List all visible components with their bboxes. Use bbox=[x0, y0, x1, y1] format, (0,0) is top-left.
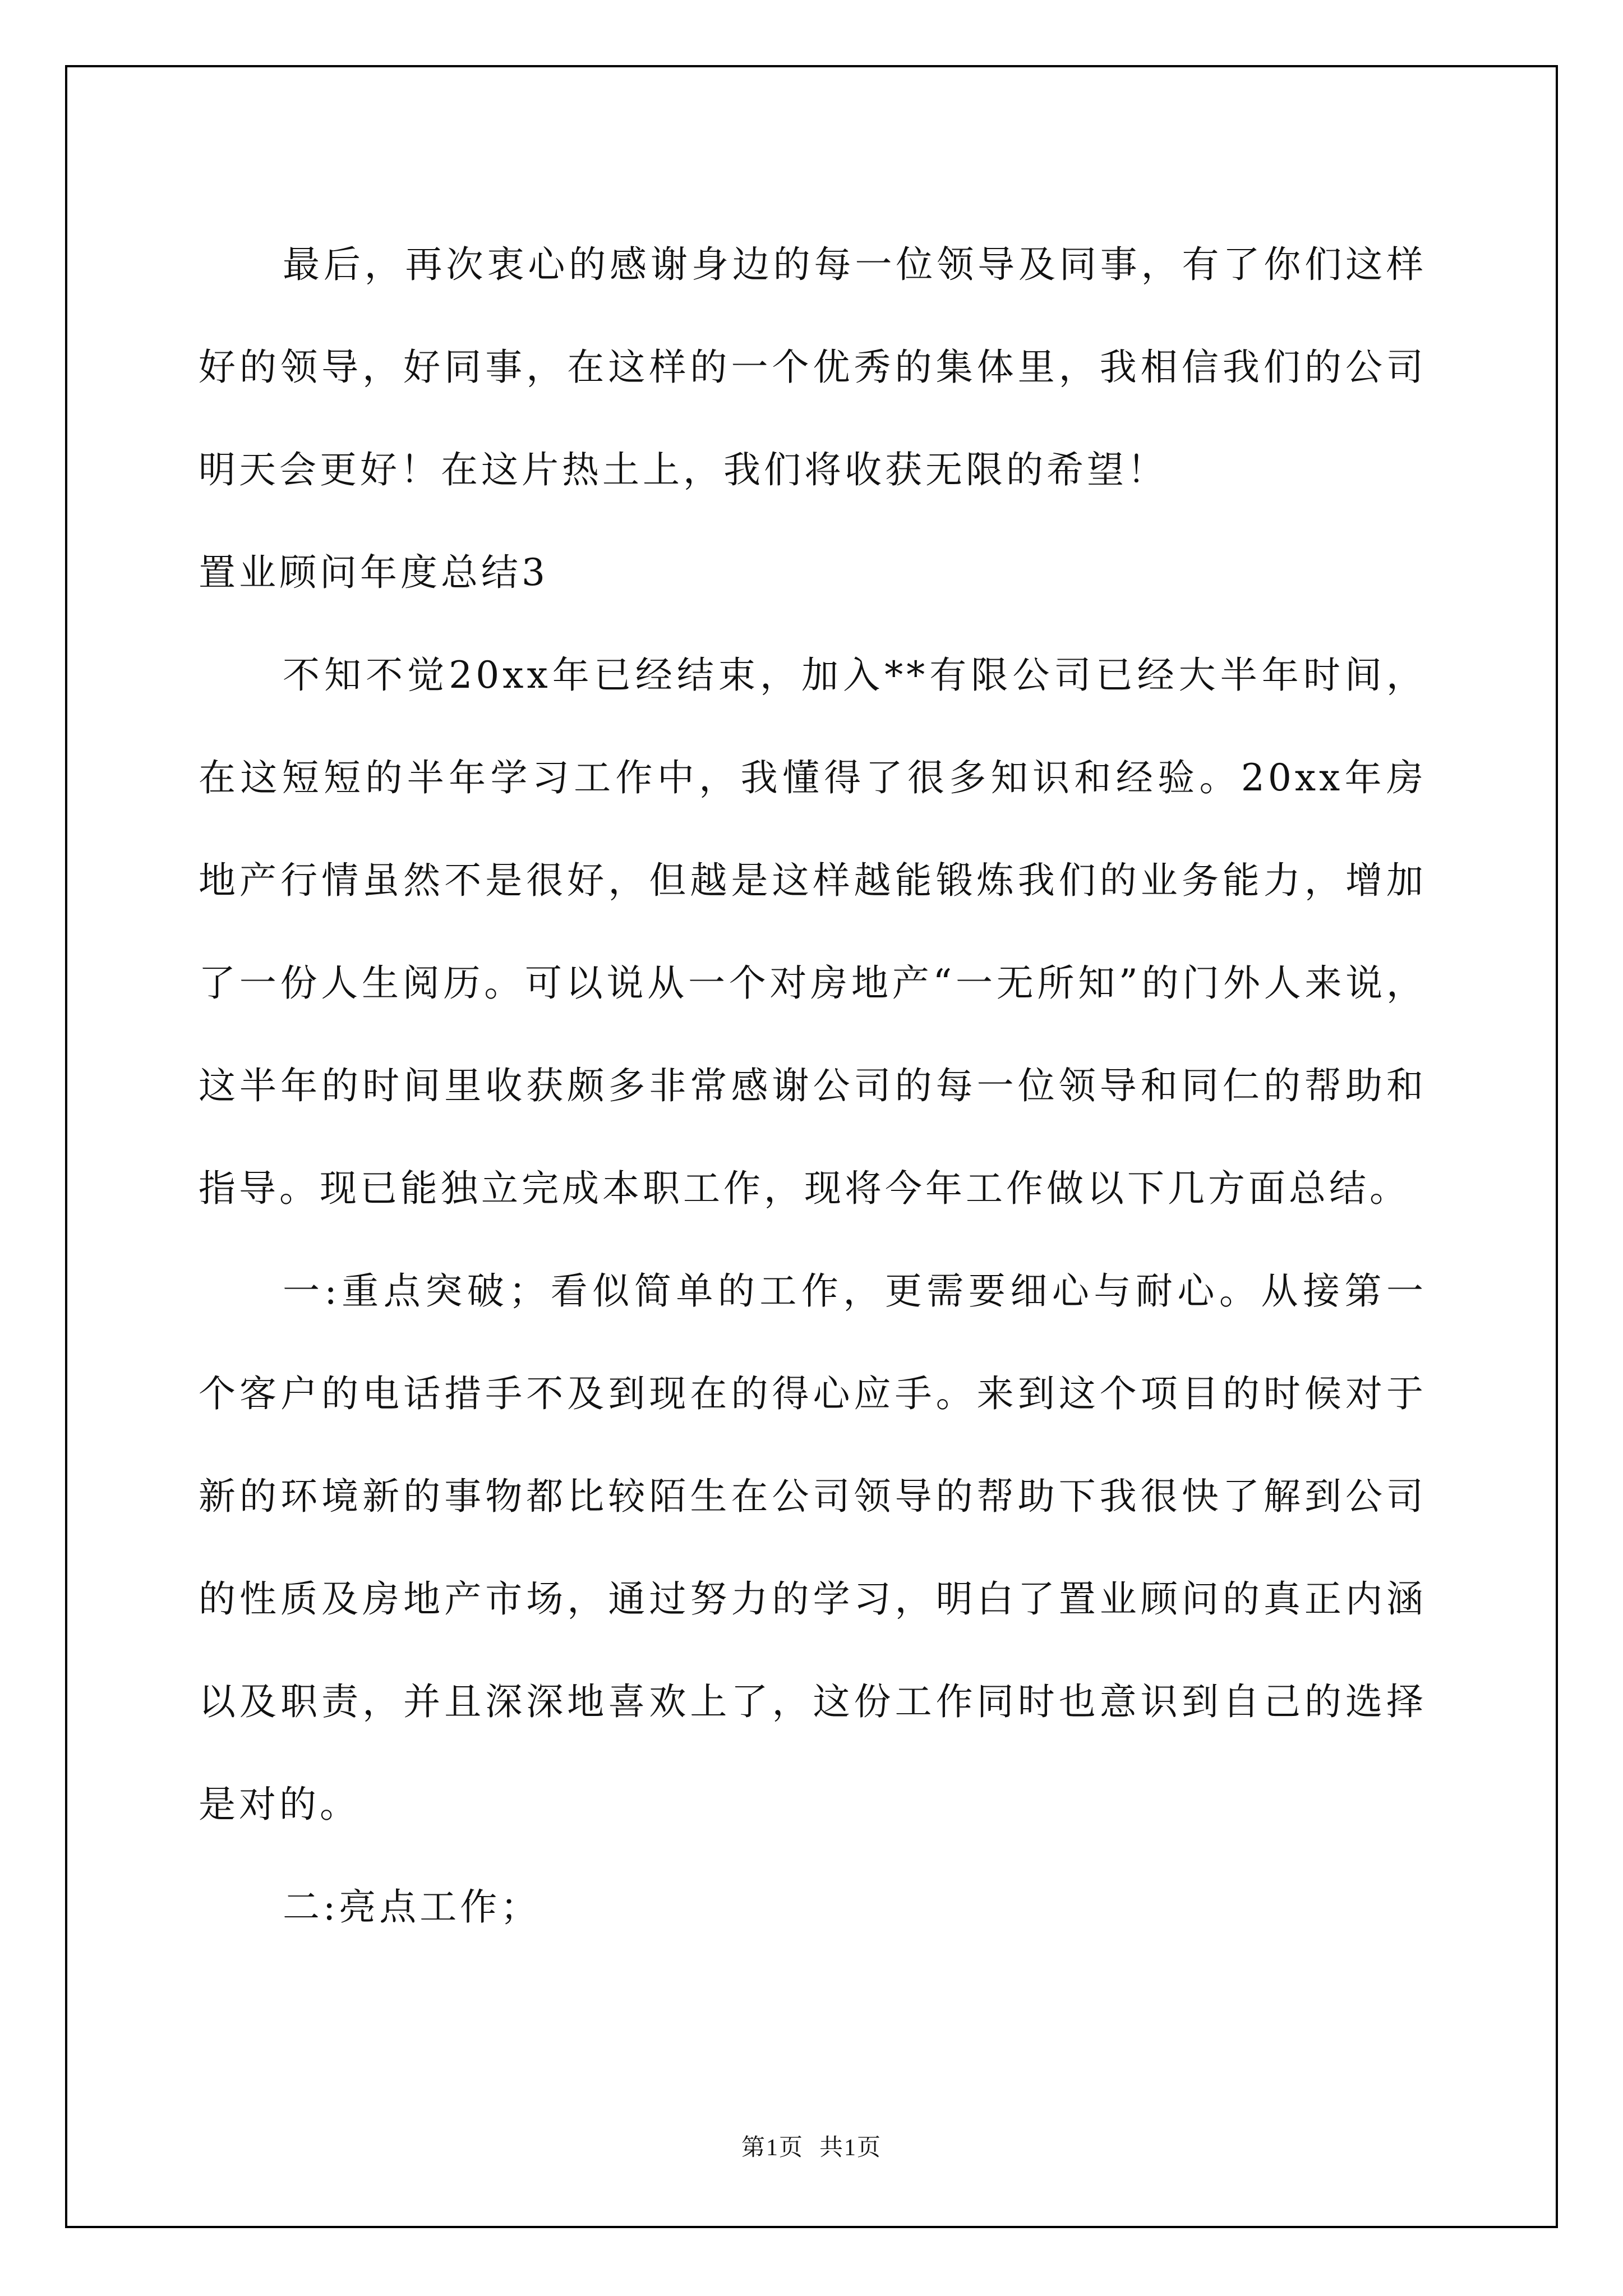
page-number: 第1页 bbox=[741, 2135, 804, 2161]
paragraph-closing-thanks: 最后，再次衷心的感谢身边的每一位领导及同事，有了你们这样好的领导，好同事，在这样的一个优秀的集体里，我相信我们的公司明天会更好！在这片热土上，我们将收获无限的希望！ bbox=[199, 243, 1427, 491]
document-body bbox=[199, 213, 1427, 1958]
section-title: 置业顾问年度总结3 bbox=[199, 551, 548, 594]
paragraph-point-two: 二:亮点工作； bbox=[283, 1885, 541, 1929]
paragraph-point-one: 一:重点突破；看似简单的工作，更需要细心与耐心。从接第一个客户的电话措手不及到现在的得心应手。来到这个项目的时候对于新的环境新的事物都比较陌生在公司领导的帮助下我很快了解到公司的性质及房地产市场，通过努力的学习，明白了置业顾问的真正内涵以及职责，并且深深地喜欢上了，这份工作同时也意识到自己的选择是对的。 bbox=[199, 1269, 1427, 1826]
page-footer bbox=[0, 2129, 1623, 2162]
page-total: 共1页 bbox=[819, 2135, 882, 2161]
paragraph-intro: 不知不觉20xx年已经结束，加入**有限公司已经大半年时间，在这短短的半年学习工作中，我懂得了很多知识和经验。20xx年房地产行情虽然不是很好，但越是这样越能锻炼我们的业务能力，增加了一份人生阅历。可以说从一个对房地产“一无所知”的门外人来说，这半年的时间里收获颇多非常感谢公司的每一位领导和同仁的帮助和指导。现已能独立完成本职工作，现将今年工作做以下几方面总结。 bbox=[199, 654, 1427, 1210]
